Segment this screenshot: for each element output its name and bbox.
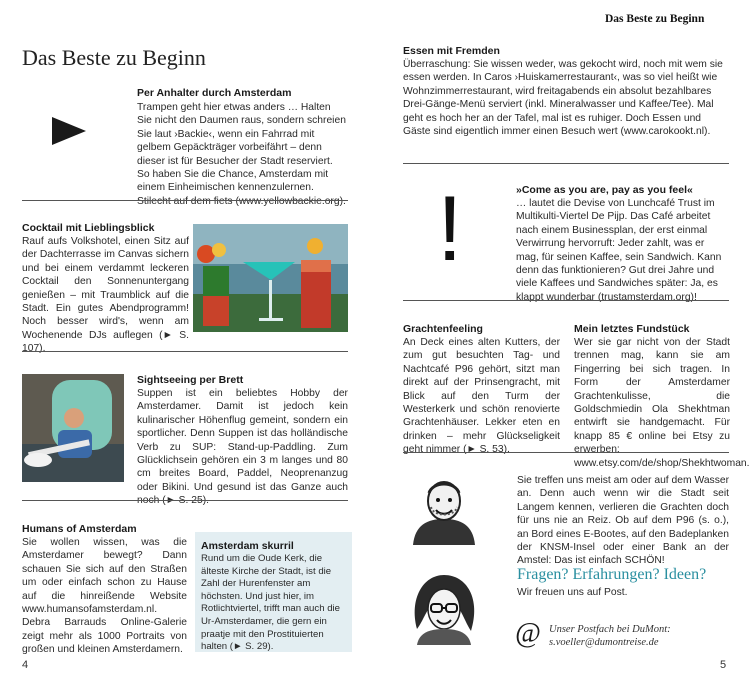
fremden-section <box>403 45 729 138</box>
fundstueck-body: Wer sie gar nicht von der Stadt trennen mag, kann sie am Fingerring bei sich tragen. In Form der Amsterdamer Grachtenkulisse, die Goldschmiedin Ola Shekhtman entwirft sie handgemacht. Für knapp 85 € online bei Etsy zu erwerben: www.etsy.com/de/shop/Shekhtwoman. <box>574 337 750 469</box>
comeasyouare-title: »Come as you are, pay as you feel« <box>516 184 693 196</box>
grachten-title: Grachtenfeeling <box>403 323 483 335</box>
post-line: Wir freuen uns auf Post. <box>517 587 628 598</box>
running-head: Das Beste zu Beginn <box>605 13 705 25</box>
page-title: Das Beste zu Beginn <box>22 45 206 70</box>
comeasyouare-section <box>516 184 730 304</box>
exclamation-glyph: ! <box>437 178 463 280</box>
comeasyouare-body: … lautet die Devise von Lunchcafé Trust im Multikulti-Viertel De Pijp. Das Café arbeitet nach einem Businessplan, der erst einmal Verwirrung hervorruft: Jeder zahlt, was er mag, für seinen Kaffee, sein Sandwich. Kann denn das funktionieren? Gut drei Jahre und viele Kaffees und Sandwiches später: Ja, es klappt wunderbar (trustamsterdam.org)! <box>516 198 722 303</box>
divider <box>403 452 729 453</box>
divider <box>22 351 348 352</box>
at-icon: @ <box>515 618 541 649</box>
author-portrait-man <box>403 473 485 545</box>
skurril-box <box>195 532 352 652</box>
fremden-title: Essen mit Fremden <box>403 45 500 57</box>
authors-body: Sie treffen uns meist am oder auf dem Wasser an. Denn auch wenn wir die Stadt seit Langem kennen, verlieren die Grachten doch für uns nie an Reiz. Ob auf dem P96 (s. o.), an Bord eines E-Bootes, auf den Badeplanken der KNSM-Insel oder einer Bank an der Amstel: Das ist einfach SCHÖN! <box>517 475 729 567</box>
brett-section <box>137 374 348 508</box>
play-arrow-icon <box>52 117 86 145</box>
humans-title: Humans of Amsterdam <box>22 523 137 535</box>
anhalter-body: Trampen geht hier etwas anders … Halten Sie nicht den Daumen raus, sondern schreien Sie laut ›Backie‹, wenn ein Fahrrad mit gelbem Gepäckträger vorbeifährt – denn dieser ist für Besucher der Stadt reserviert. So haben Sie die Chance, Amsterdam mit einem Einheimischen kennenzulernen. Stilecht auf dem fiets (www.yellowbackie.org). <box>137 102 346 207</box>
fundstueck-title: Mein letztes Fundstück <box>574 323 690 335</box>
page-number-right: 5 <box>720 659 727 671</box>
humans-body: Sie wollen wissen, was die Amsterdamer bewegt? Dann schauen Sie sich auf den Straßen um oder einfach schon zu Hause auf die hinreißende Website www.humansofamsterdam.nl. Debra Barrauds Online-Galerie zeigt mehr als 1000 Portraits von großen und kleinen Amsterdamern. <box>22 537 187 656</box>
anhalter-section <box>137 87 347 208</box>
humans-section <box>22 523 187 657</box>
brett-body: Suppen ist ein beliebtes Hobby der Amsterdamer. Damit ist jedoch kein kulinarischer Höhenflug gemeint, sondern ein sportlicher. Denn Suppen ist das holländische Verb zu SUP: Stand-up-Paddling. Zum Glücklichsein gehören ein 3 m langes und 80 cm breites Board, Paddel, Neoprenanzug oder Bikini. Und gesund ist das Ganze auch noch (► S. 25). <box>137 388 348 507</box>
fremden-body: Überraschung: Sie wissen weder, was gekocht wird, noch mit wem sie essen werden. In Caros ›Huiskamerrestaurant‹, was so viel heißt wie Wohnzimmerrestaurant, wird freitagabends ein absolut bezahlbares Drei-Gänge-Menü serviert (inkl. Mineralwasser und Kaffee/Tee). Mal geht es hoch her an der Tafel, mal ist es ruhiger. Doch Essen und Gäste sind eigentlich immer einen Besuch wert (www.carokookt.nl). <box>403 59 723 138</box>
anhalter-title: Per Anhalter durch Amsterdam <box>137 87 292 99</box>
page-number-left: 4 <box>22 659 29 671</box>
skurril-title: Amsterdam skurril <box>201 540 294 552</box>
postfach-label: Unser Postfach bei DuMont: <box>549 624 671 635</box>
fundstueck-section <box>574 323 750 470</box>
cocktail-section <box>22 222 189 356</box>
brett-title: Sightseeing per Brett <box>137 374 244 386</box>
divider <box>403 163 729 164</box>
grachten-body: An Deck eines alten Kutters, der zum gut besuchten Tag- und Nachtcafé P96 gehört, sitzt man direkt auf der Prinsengracht, mit Blick auf den Turm der Westerkerk und schön renovierte Grachtenhäuser. Lekker eten en drinken – mehr Glückseligkeit geht nimmer (► S. 53). <box>403 337 560 456</box>
author-portrait-woman <box>403 569 485 645</box>
cocktail-photo <box>193 224 348 332</box>
sup-photo <box>22 374 124 482</box>
divider <box>22 200 348 201</box>
cocktail-title: Cocktail mit Lieblingsblick <box>22 222 155 234</box>
divider <box>403 300 729 301</box>
questions-heading: Fragen? Erfahrungen? Ideen? <box>517 566 707 583</box>
skurril-body: Rund um die Oude Kerk, die älteste Kirche der Stadt, ist die Zahl der Hurenfenster am höchsten. Und just hier, im Rotlichtviertel, trifft man auch die Ur-Amsterdamer, die gern ein praatje mit den Prostituierten halten (► S. 29). <box>201 553 340 653</box>
cocktail-body: Rauf aufs Volkshotel, einen Sitz auf der Dachterrasse im Canvas sichern und bei einem verdammt leckeren Cocktail den Sonnenuntergang genießen – mit Traumblick auf die Stadt. Ein gutes Abendprogramm! Noch besser wird's, wenn am Wochenende DJs auflegen (► S. 107). <box>22 236 189 355</box>
email-link[interactable]: s.voeller@dumontreise.de <box>549 637 659 648</box>
divider <box>22 500 348 501</box>
grachten-section <box>403 323 560 457</box>
